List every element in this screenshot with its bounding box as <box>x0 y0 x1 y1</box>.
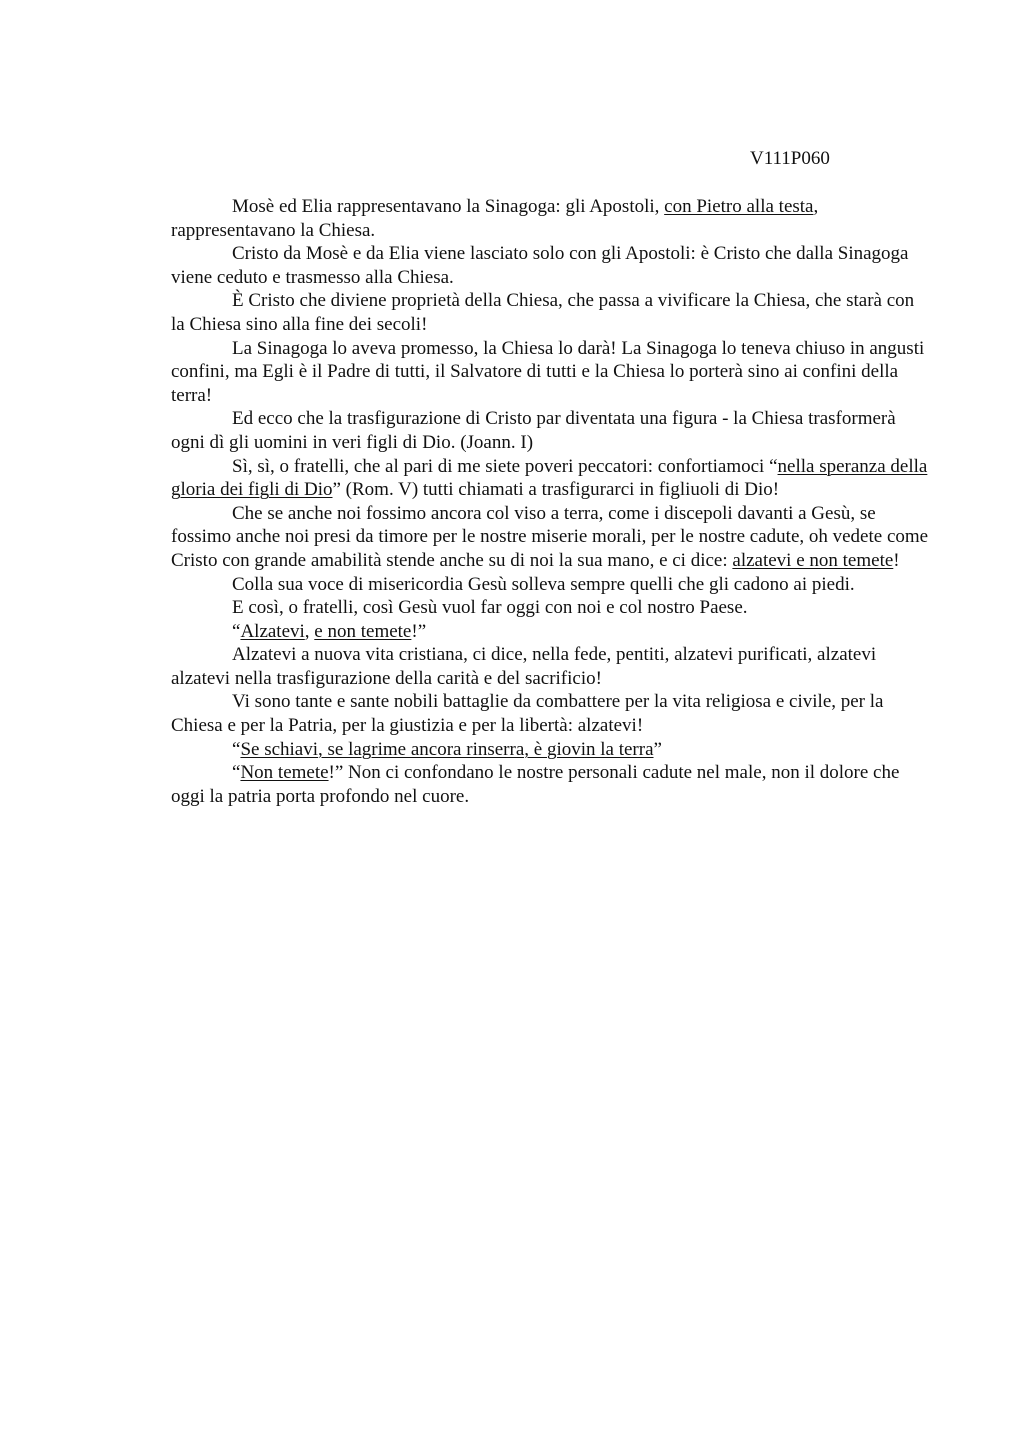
paragraph <box>171 643 931 690</box>
text-run: ” <box>653 738 662 760</box>
page-id: V111P060 <box>750 148 830 169</box>
paragraph <box>171 242 931 289</box>
text-run: !” <box>411 620 427 642</box>
underlined-text: Se schiavi, se lagrime ancora rinserra, è giovin la terra <box>240 738 654 760</box>
paragraph <box>171 596 931 620</box>
paragraph <box>171 690 931 737</box>
text-run: “ <box>232 738 241 760</box>
text-run: Sì, sì, o fratelli, che al pari di me siete poveri peccatori: confortiamoci “ <box>232 455 778 477</box>
text-run: E così, o fratelli, così Gesù vuol far oggi con noi e col nostro Paese. <box>232 597 748 619</box>
text-run: ” (Rom. V) tutti chiamati a trasfigurarci in figliuoli di Dio! <box>332 479 780 501</box>
text-run: Cristo da Mosè e da Elia viene lasciato solo con gli Apostoli: è Cristo che dalla Sinagoga viene ceduto e trasmesso alla Chiesa. <box>171 243 909 288</box>
body-text <box>171 195 931 808</box>
text-run: “ <box>232 620 241 642</box>
underlined-text: con Pietro alla testa <box>664 196 814 217</box>
underlined-text: alzatevi e non temete <box>732 549 894 571</box>
underlined-text: Alzatevi <box>240 620 305 642</box>
paragraph <box>171 738 931 762</box>
text-run: “ <box>232 762 241 784</box>
underlined-text: Non temete <box>240 762 329 784</box>
paragraph <box>171 455 931 502</box>
underlined-text: e non temete <box>314 620 412 642</box>
paragraph <box>171 407 931 454</box>
text-run: Ed ecco che la trasfigurazione di Cristo par diventata una figura - la Chiesa trasformerà ogni dì gli uomini in veri figli di Dio. (Joann. I) <box>171 408 896 453</box>
text-run: Vi sono tante e sante nobili battaglie da combattere per la vita religiosa e civile, per la Chiesa e per la Patria, per la giustizia e per la libertà: alzatevi! <box>171 691 884 737</box>
paragraph <box>171 502 931 573</box>
text-run: ! <box>893 549 900 571</box>
text-run: !” Non ci confondano le nostre personali cadute nel male, non il dolore che oggi la patria porta profondo nel cuore. <box>171 762 900 807</box>
paragraph <box>171 620 931 644</box>
text-run: Che se anche noi fossimo ancora col viso a terra, come i discepoli davanti a Gesù, se fossimo anche noi presi da timore per le nostre miserie morali, per le nostre cadute, oh vedete come Cristo con grande amabilità stende anche su di noi la sua mano, e ci dice: <box>171 502 929 571</box>
text-run: Alzatevi a nuova vita cristiana, ci dice, nella fede, pentiti, alzatevi purificati, alzatevi alzatevi nella trasfigurazione della carità e del sacrificio! <box>171 644 877 689</box>
paragraph <box>171 573 931 597</box>
paragraph <box>171 289 931 336</box>
paragraph <box>171 761 931 808</box>
paragraph <box>171 337 931 408</box>
text-run: È Cristo che diviene proprietà della Chiesa, che passa a vivificare la Chiesa, che starà con la Chiesa sino alla fine dei secoli! <box>171 290 915 335</box>
text-run: La Sinagoga lo aveva promesso, la Chiesa lo darà! La Sinagoga lo teneva chiuso in angusti confini, ma Egli è il Padre di tutti, il Salvatore di tutti e la Chiesa lo porterà sino ai confini della terra! <box>171 337 925 406</box>
paragraph <box>171 195 931 242</box>
text-run: Colla sua voce di misericordia Gesù solleva sempre quelli che gli cadono ai piedi. <box>232 573 855 595</box>
text-run: , rappresentavano la Chiesa. <box>171 196 819 241</box>
underlined-text: nella speranza della gloria dei figli di Dio <box>171 455 928 501</box>
text-run: , <box>304 620 315 642</box>
text-run: Mosè ed Elia rappresentavano la Sinagoga: gli Apostoli, <box>232 196 665 217</box>
